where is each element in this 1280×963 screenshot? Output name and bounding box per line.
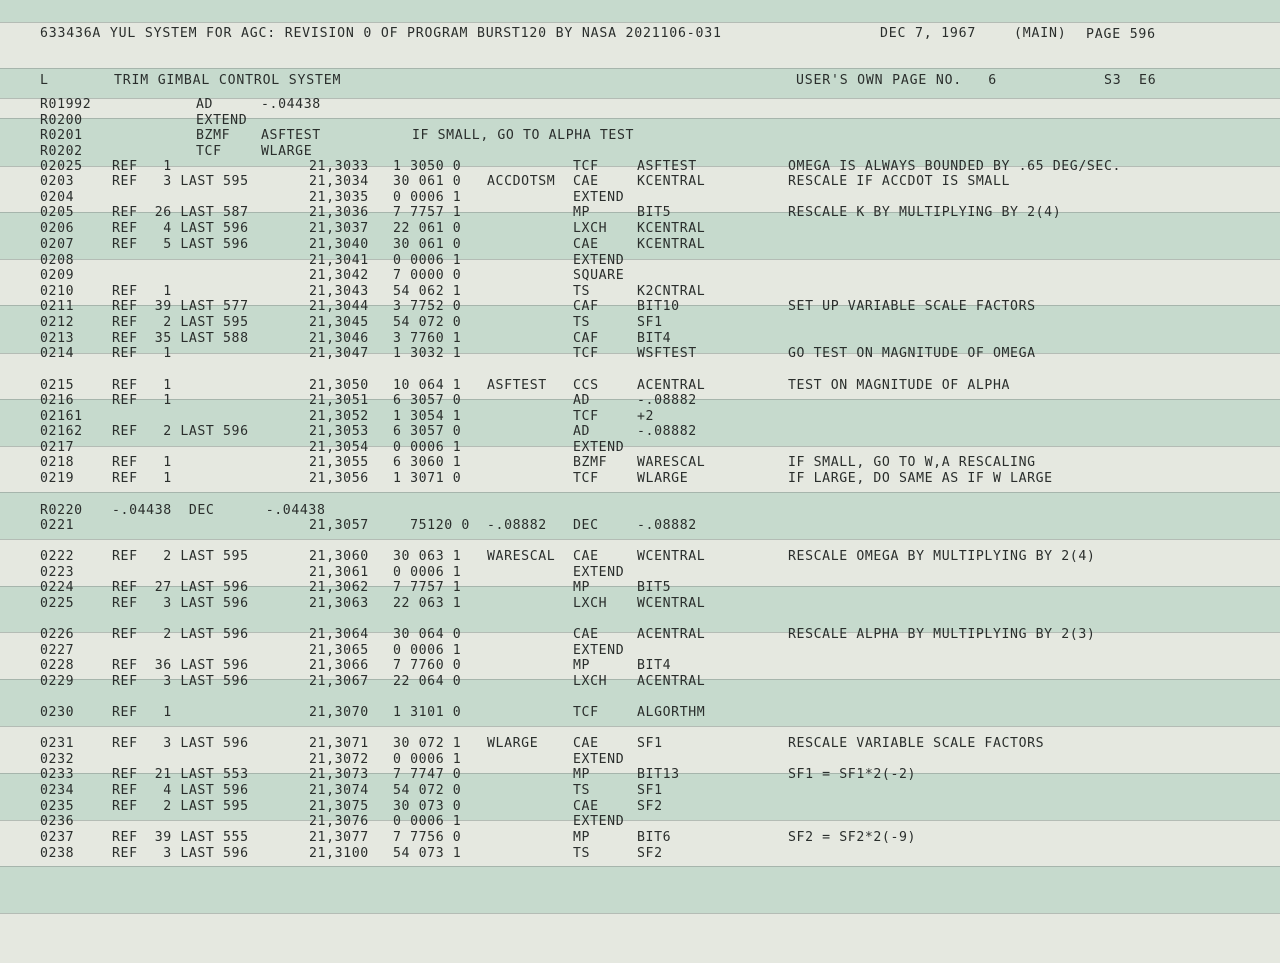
listing-addr: 21,3067 xyxy=(309,674,369,689)
listing-n: R01992 xyxy=(40,97,92,112)
listing-operand: +2 xyxy=(637,409,655,424)
listing-n: R0202 xyxy=(40,144,83,159)
listing-comment: IF LARGE, DO SAME AS IF W LARGE xyxy=(788,471,1053,486)
listing-ref: REF 4 LAST 596 xyxy=(112,221,249,236)
listing-operand: BIT5 xyxy=(637,580,672,595)
listing-ref: REF 27 LAST 596 xyxy=(112,580,249,595)
listing-ref: REF 3 LAST 596 xyxy=(112,846,249,861)
listing-n: 0223 xyxy=(40,565,75,580)
listing-operand: BIT10 xyxy=(637,299,680,314)
listing-label: ACCDOTSM xyxy=(487,174,556,189)
listing-ref: REF 3 LAST 596 xyxy=(112,736,249,751)
listing-addr: 21,3075 xyxy=(309,799,369,814)
listing-code: 0 0006 1 xyxy=(393,752,462,767)
listing-ref: REF 3 LAST 596 xyxy=(112,596,249,611)
listing-code: 0 0006 1 xyxy=(393,565,462,580)
listing-op: TS xyxy=(573,846,591,861)
listing-addr: 21,3100 xyxy=(309,846,369,861)
listing-code: 6 3057 0 xyxy=(393,424,462,439)
paper-band xyxy=(0,866,1280,913)
listing-operand: -.08882 xyxy=(637,424,697,439)
listing-op: TCF xyxy=(573,409,599,424)
listing-ref: REF 21 LAST 553 xyxy=(112,767,249,782)
listing-n: 0227 xyxy=(40,643,75,658)
listing-op: MP xyxy=(573,830,591,845)
listing-operand: BIT4 xyxy=(637,658,672,673)
listing-code: 0 0006 1 xyxy=(393,440,462,455)
listing-n: 0212 xyxy=(40,315,75,330)
listing-code: 30 072 1 xyxy=(393,736,462,751)
listing-n: 0210 xyxy=(40,284,75,299)
listing-code: 7 7756 0 xyxy=(393,830,462,845)
listing-op: MP xyxy=(573,767,591,782)
listing-ref: REF 39 LAST 577 xyxy=(112,299,249,314)
listing-comment: RESCALE VARIABLE SCALE FACTORS xyxy=(788,736,1045,751)
listing-operand: ACENTRAL xyxy=(637,674,706,689)
listing-n: 02025 xyxy=(40,159,83,174)
listing-n: 02161 xyxy=(40,409,83,424)
listing-n: 0206 xyxy=(40,221,75,236)
listing-op: EXTEND xyxy=(573,253,625,268)
listing-operand: KCENTRAL xyxy=(637,237,706,252)
listing-addr: 21,3035 xyxy=(309,190,369,205)
listing-ref: REF 3 LAST 595 xyxy=(112,174,249,189)
listing-ref: REF 1 xyxy=(112,455,172,470)
listing-code: 10 064 1 xyxy=(393,378,462,393)
listing-ref: REF 5 LAST 596 xyxy=(112,237,249,252)
listing-operand: KCENTRAL xyxy=(637,174,706,189)
listing-code: 22 061 0 xyxy=(393,221,462,236)
listing-operand: BIT4 xyxy=(637,331,672,346)
listing-code: 7 7747 0 xyxy=(393,767,462,782)
listing-addr: 21,3037 xyxy=(309,221,369,236)
listing-addr: 21,3042 xyxy=(309,268,369,283)
listing-addr: 21,3071 xyxy=(309,736,369,751)
listing-op: EXTEND xyxy=(573,643,625,658)
listing-n: 0204 xyxy=(40,190,75,205)
listing-op: CAF xyxy=(573,299,599,314)
listing-title: 633436A YUL SYSTEM FOR AGC: REVISION 0 OF PROGRAM BURST120 BY NASA 2021106-031 xyxy=(40,26,722,41)
listing-op: LXCH xyxy=(573,674,608,689)
listing-addr: 21,3061 xyxy=(309,565,369,580)
listing-code: 3 7760 1 xyxy=(393,331,462,346)
listing-n: 0224 xyxy=(40,580,75,595)
listing-addr: 21,3045 xyxy=(309,315,369,330)
listing-code: 7 0000 0 xyxy=(393,268,462,283)
listing-ref: REF 4 LAST 596 xyxy=(112,783,249,798)
listing-label: -.08882 xyxy=(487,518,547,533)
listing-operand: -.08882 xyxy=(637,518,697,533)
listing-n: 0230 xyxy=(40,705,75,720)
listing-n: 0218 xyxy=(40,455,75,470)
listing-comment: IF SMALL, GO TO W,A RESCALING xyxy=(788,455,1036,470)
listing-code: 7 7757 1 xyxy=(393,580,462,595)
listing-n: R0201 xyxy=(40,128,83,143)
listing-code: 1 3101 0 xyxy=(393,705,462,720)
listing-op: TS xyxy=(573,783,591,798)
listing-op: EXTEND xyxy=(573,565,625,580)
listing-op: EXTEND xyxy=(573,440,625,455)
listing-label: WLARGE xyxy=(487,736,539,751)
listing-n: 0221 xyxy=(40,518,75,533)
listing-operand: ASFTEST xyxy=(637,159,697,174)
listing-n: 0215 xyxy=(40,378,75,393)
listing-addr: 21,3054 xyxy=(309,440,369,455)
listing-ref: REF 39 LAST 555 xyxy=(112,830,249,845)
listing-code: 54 062 1 xyxy=(393,284,462,299)
listing-op: EXTEND xyxy=(573,190,625,205)
listing-ref: REF 26 LAST 587 xyxy=(112,205,249,220)
listing-addr: 21,3074 xyxy=(309,783,369,798)
listing-ref: REF 1 xyxy=(112,705,172,720)
listing-op: BZMF xyxy=(573,455,608,470)
listing-addr: 21,3055 xyxy=(309,455,369,470)
listing-op: MP xyxy=(573,658,591,673)
listing-op: TCF xyxy=(573,705,599,720)
listing-n: 0214 xyxy=(40,346,75,361)
listing-addr: 21,3036 xyxy=(309,205,369,220)
listing-ref: REF 36 LAST 596 xyxy=(112,658,249,673)
listing-n: 0236 xyxy=(40,814,75,829)
listing-addr: 21,3050 xyxy=(309,378,369,393)
listing-operand: KCENTRAL xyxy=(637,221,706,236)
listing-n: 0237 xyxy=(40,830,75,845)
listing-code: 0 0006 1 xyxy=(393,814,462,829)
listing-addr: 21,3066 xyxy=(309,658,369,673)
listing-comment: SF2 = SF2*2(-9) xyxy=(788,830,917,845)
listing-ref: REF 1 xyxy=(112,378,172,393)
listing-operand: WLARGE xyxy=(637,471,689,486)
listing-comment: RESCALE IF ACCDOT IS SMALL xyxy=(788,174,1011,189)
listing-n: 0234 xyxy=(40,783,75,798)
listing-code: 30 064 0 xyxy=(393,627,462,642)
listing-op: MP xyxy=(573,580,591,595)
listing-addr: 21,3040 xyxy=(309,237,369,252)
listing-code: 22 064 0 xyxy=(393,674,462,689)
listing-code: 1 3032 1 xyxy=(393,346,462,361)
listing-code: 30 061 0 xyxy=(393,237,462,252)
listing-op: CAE xyxy=(573,174,599,189)
listing-operand: SF1 xyxy=(637,736,663,751)
listing-addr: 21,3043 xyxy=(309,284,369,299)
listing-op: AD xyxy=(573,424,591,439)
listing-operand: SF1 xyxy=(637,783,663,798)
listing-addr: 21,3044 xyxy=(309,299,369,314)
listing-code: 0 0006 1 xyxy=(393,643,462,658)
listing-op: TCF xyxy=(573,346,599,361)
listing-code: 30 061 0 xyxy=(393,174,462,189)
paper-band xyxy=(0,0,1280,22)
listing-operand: -.08882 xyxy=(637,393,697,408)
listing-label: WARESCAL xyxy=(487,549,556,564)
listing-operand: -.04438 xyxy=(261,97,321,112)
listing-comment: RESCALE K BY MULTIPLYING BY 2(4) xyxy=(788,205,1062,220)
listing-addr: 21,3073 xyxy=(309,767,369,782)
listing-mode: (MAIN) xyxy=(1014,26,1067,41)
listing-op: AD xyxy=(573,393,591,408)
listing-ref: -.04438 DEC -.04438 xyxy=(112,503,326,518)
listing-comment: TEST ON MAGNITUDE OF ALPHA xyxy=(788,378,1011,393)
listing-code: 22 063 1 xyxy=(393,596,462,611)
listing-n: 0213 xyxy=(40,331,75,346)
listing-op: MP xyxy=(573,205,591,220)
log-marker: L xyxy=(40,73,49,88)
listing-operand: ASFTEST xyxy=(261,128,321,143)
listing-code: 30 073 0 xyxy=(393,799,462,814)
listing-n: 0209 xyxy=(40,268,75,283)
section-code: S3 E6 xyxy=(1104,73,1157,88)
listing-code: 3 7752 0 xyxy=(393,299,462,314)
listing-n: 0229 xyxy=(40,674,75,689)
listing-operand: SF2 xyxy=(637,846,663,861)
listing-date: DEC 7, 1967 xyxy=(880,26,977,41)
listing-code: 0 0006 1 xyxy=(393,190,462,205)
listing-code: 6 3060 1 xyxy=(393,455,462,470)
listing-n: 0222 xyxy=(40,549,75,564)
listing-op: LXCH xyxy=(573,221,608,236)
listing-op: CAF xyxy=(573,331,599,346)
listing-ref: REF 3 LAST 596 xyxy=(112,674,249,689)
listing-addr: 21,3056 xyxy=(309,471,369,486)
listing-operand: WARESCAL xyxy=(637,455,706,470)
listing-n: R0220 xyxy=(40,503,83,518)
listing-code: 54 072 0 xyxy=(393,783,462,798)
listing-n: 0208 xyxy=(40,253,75,268)
listing-comment: IF SMALL, GO TO ALPHA TEST xyxy=(412,128,635,143)
listing-operand: K2CNTRAL xyxy=(637,284,706,299)
listing-operand: BIT6 xyxy=(637,830,672,845)
listing-n: 0216 xyxy=(40,393,75,408)
listing-code: 7 7757 1 xyxy=(393,205,462,220)
listing-op: TCF xyxy=(573,159,599,174)
listing-n: R0200 xyxy=(40,113,83,128)
listing-op: EXTEND xyxy=(573,814,625,829)
listing-addr: 21,3060 xyxy=(309,549,369,564)
listing-n: 0235 xyxy=(40,799,75,814)
listing-ref: REF 1 xyxy=(112,284,172,299)
listing-operand: ACENTRAL xyxy=(637,378,706,393)
listing-operand: ALGORTHM xyxy=(637,705,706,720)
listing-ref: REF 1 xyxy=(112,159,172,174)
listing-n: 0217 xyxy=(40,440,75,455)
listing-addr: 21,3053 xyxy=(309,424,369,439)
listing-op: CAE xyxy=(573,799,599,814)
listing-n: 0219 xyxy=(40,471,75,486)
listing-ref: REF 35 LAST 588 xyxy=(112,331,249,346)
listing-op: TS xyxy=(573,315,591,330)
listing-op: DEC xyxy=(573,518,599,533)
listing-code: 54 072 0 xyxy=(393,315,462,330)
listing-op: TCF xyxy=(196,144,222,159)
section-title: TRIM GIMBAL CONTROL SYSTEM xyxy=(114,73,342,88)
listing-ref: REF 1 xyxy=(112,471,172,486)
listing-comment: RESCALE ALPHA BY MULTIPLYING BY 2(3) xyxy=(788,627,1096,642)
listing-ref: REF 2 LAST 596 xyxy=(112,424,249,439)
listing-addr: 21,3046 xyxy=(309,331,369,346)
listing-op: LXCH xyxy=(573,596,608,611)
listing-ref: REF 2 LAST 595 xyxy=(112,799,249,814)
listing-n: 0211 xyxy=(40,299,75,314)
listing-op: CAE xyxy=(573,237,599,252)
listing-label: ASFTEST xyxy=(487,378,547,393)
listing-addr: 21,3057 xyxy=(309,518,369,533)
listing-op: CAE xyxy=(573,736,599,751)
listing-ref: REF 2 LAST 595 xyxy=(112,315,249,330)
users-page-number: USER'S OWN PAGE NO. 6 xyxy=(796,73,998,88)
listing-op: EXTEND xyxy=(573,752,625,767)
listing-op: AD xyxy=(196,97,214,112)
listing-n: 0205 xyxy=(40,205,75,220)
listing-op: CAE xyxy=(573,627,599,642)
listing-op: TS xyxy=(573,284,591,299)
listing-code: 7 7760 0 xyxy=(393,658,462,673)
listing-operand: WCENTRAL xyxy=(637,549,706,564)
listing-ref: REF 1 xyxy=(112,393,172,408)
listing-ref: REF 2 LAST 596 xyxy=(112,627,249,642)
listing-operand: WCENTRAL xyxy=(637,596,706,611)
listing-op: SQUARE xyxy=(573,268,625,283)
listing-n: 0228 xyxy=(40,658,75,673)
listing-addr: 21,3077 xyxy=(309,830,369,845)
listing-comment: OMEGA IS ALWAYS BOUNDED BY .65 DEG/SEC. xyxy=(788,159,1122,174)
listing-code: 54 073 1 xyxy=(393,846,462,861)
listing-operand: BIT13 xyxy=(637,767,680,782)
listing-addr: 21,3062 xyxy=(309,580,369,595)
listing-code: 0 0006 1 xyxy=(393,253,462,268)
listing-addr: 21,3072 xyxy=(309,752,369,767)
listing-comment: GO TEST ON MAGNITUDE OF OMEGA xyxy=(788,346,1036,361)
listing-addr: 21,3063 xyxy=(309,596,369,611)
listing-n: 02162 xyxy=(40,424,83,439)
page-number: PAGE 596 xyxy=(1086,27,1156,42)
listing-addr: 21,3065 xyxy=(309,643,369,658)
listing-addr: 21,3052 xyxy=(309,409,369,424)
listing-operand: ACENTRAL xyxy=(637,627,706,642)
listing-addr: 21,3034 xyxy=(309,174,369,189)
listing-operand: SF1 xyxy=(637,315,663,330)
listing-n: 0232 xyxy=(40,752,75,767)
listing-operand: WLARGE xyxy=(261,144,313,159)
listing-operand: SF2 xyxy=(637,799,663,814)
listing-op: CCS xyxy=(573,378,599,393)
listing-addr: 21,3070 xyxy=(309,705,369,720)
listing-addr: 21,3064 xyxy=(309,627,369,642)
listing-code: 30 063 1 xyxy=(393,549,462,564)
listing-addr: 21,3047 xyxy=(309,346,369,361)
listing-code: 1 3054 1 xyxy=(393,409,462,424)
listing-code: 6 3057 0 xyxy=(393,393,462,408)
listing-n: 0226 xyxy=(40,627,75,642)
listing-comment: SF1 = SF1*2(-2) xyxy=(788,767,917,782)
listing-op: BZMF xyxy=(196,128,231,143)
listing-code: 1 3071 0 xyxy=(393,471,462,486)
listing-addr: 21,3041 xyxy=(309,253,369,268)
listing-n: 0203 xyxy=(40,174,75,189)
listing-n: 0238 xyxy=(40,846,75,861)
listing-addr: 21,3051 xyxy=(309,393,369,408)
listing-ref: REF 2 LAST 595 xyxy=(112,549,249,564)
listing-op: TCF xyxy=(573,471,599,486)
listing-op: CAE xyxy=(573,549,599,564)
listing-code: 1 3050 0 xyxy=(393,159,462,174)
listing-ref: REF 1 xyxy=(112,346,172,361)
listing-operand: WSFTEST xyxy=(637,346,697,361)
listing-n: 0231 xyxy=(40,736,75,751)
listing-op: EXTEND xyxy=(196,113,248,128)
listing-n: 0225 xyxy=(40,596,75,611)
listing-n: 0233 xyxy=(40,767,75,782)
listing-n: 0207 xyxy=(40,237,75,252)
listing-comment: SET UP VARIABLE SCALE FACTORS xyxy=(788,299,1036,314)
listing-addr: 21,3033 xyxy=(309,159,369,174)
listing-code: 75120 0 xyxy=(393,518,470,533)
listing-addr: 21,3076 xyxy=(309,814,369,829)
listing-operand: BIT5 xyxy=(637,205,672,220)
listing-comment: RESCALE OMEGA BY MULTIPLYING BY 2(4) xyxy=(788,549,1096,564)
